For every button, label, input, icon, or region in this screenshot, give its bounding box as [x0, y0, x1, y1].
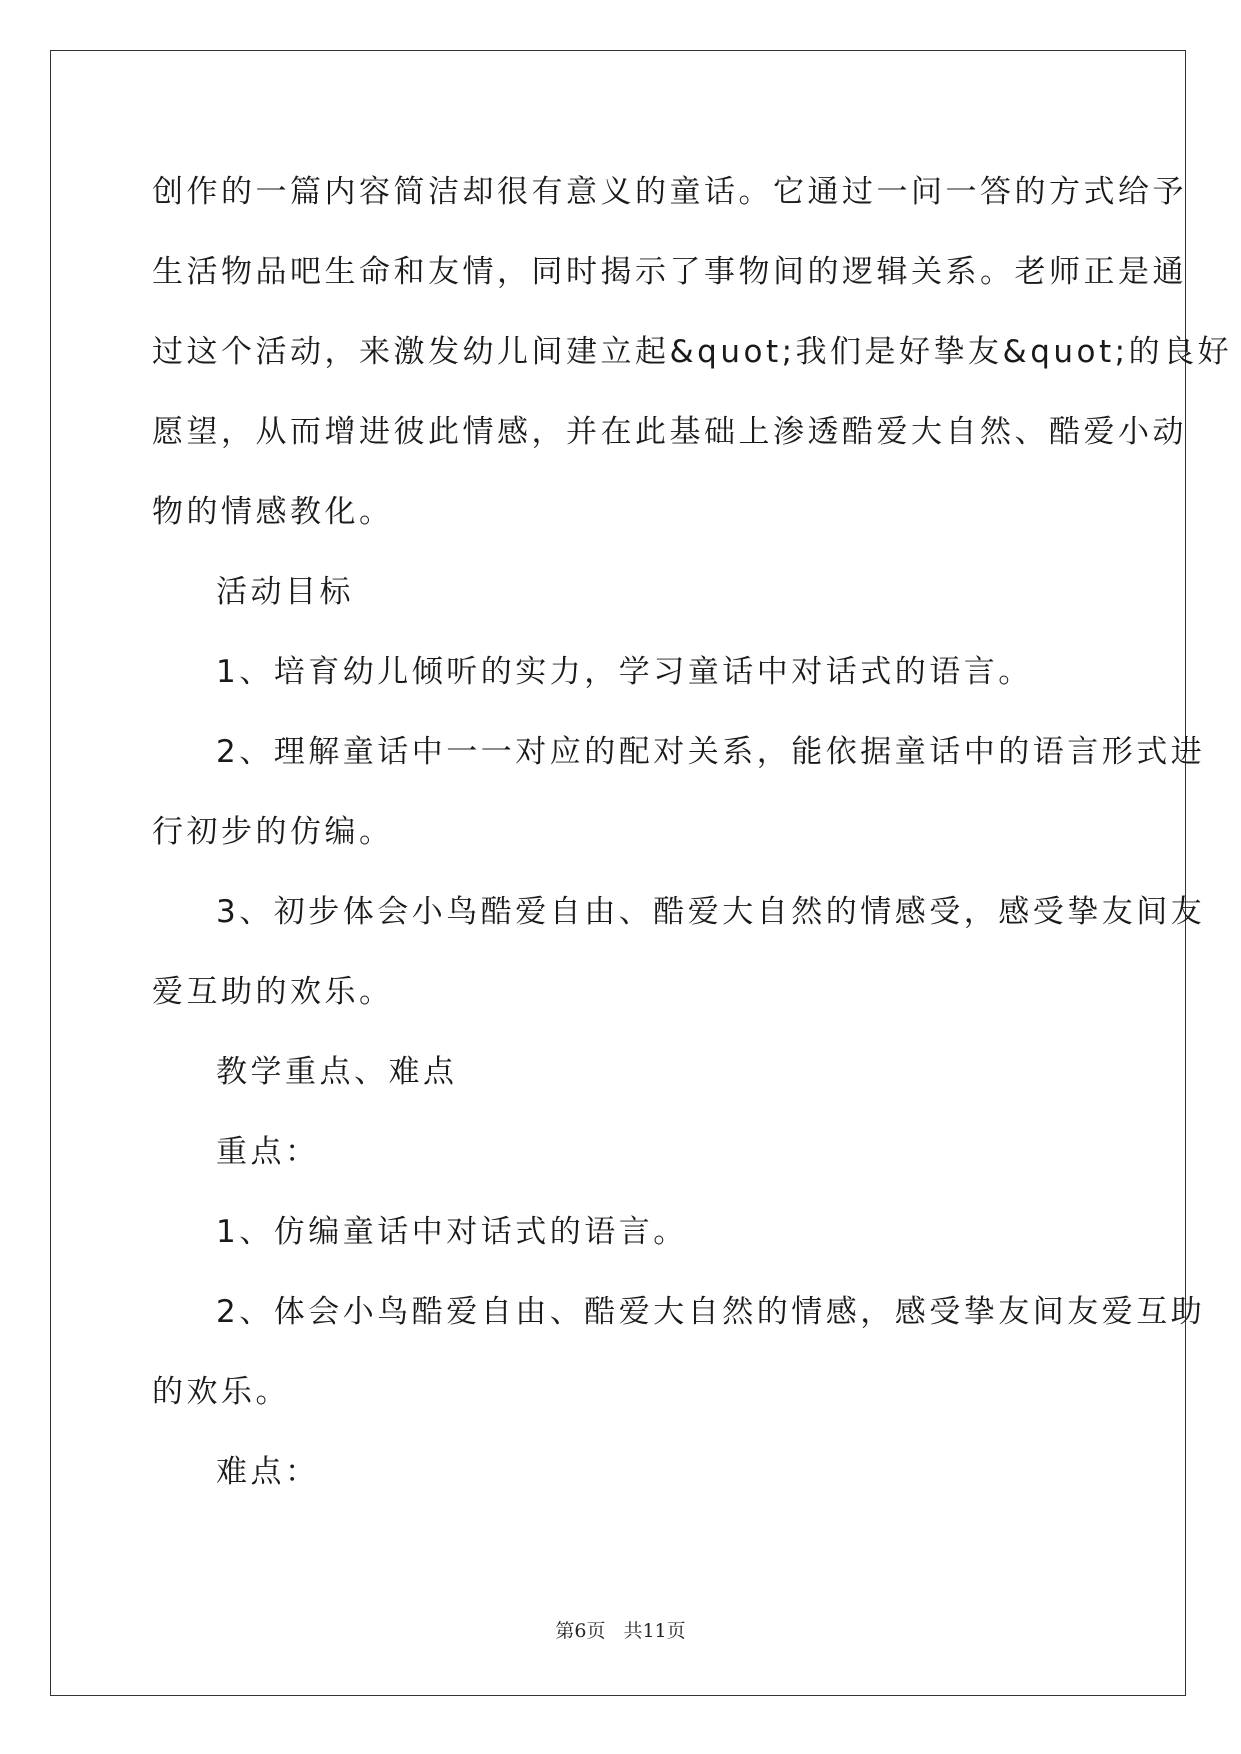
subsection-heading: 难点：	[216, 1454, 320, 1490]
page-number: 第6页	[555, 1620, 606, 1642]
page-footer	[0, 1616, 1241, 1643]
text-line: 行初步的仿编。	[152, 814, 394, 850]
section-heading: 活动目标	[216, 574, 354, 610]
text-line: 物的情感教化。	[152, 494, 394, 530]
text-line: 爱互助的欢乐。	[152, 974, 394, 1010]
section-heading: 教学重点、难点	[216, 1054, 458, 1090]
page-total: 共11页	[623, 1620, 686, 1642]
text-line: 2、理解童话中一一对应的配对关系，能依据童话中的语言形式进	[216, 734, 1206, 770]
text-line: 1、培育幼儿倾听的实力，学习童话中对话式的语言。	[216, 654, 1033, 690]
text-line: 的欢乐。	[152, 1374, 290, 1410]
text-line: 3、初步体会小鸟酷爱自由、酷爱大自然的情感受，感受挚友间友	[216, 894, 1206, 930]
document-body	[152, 152, 1233, 1512]
text-line: 1、仿编童话中对话式的语言。	[216, 1214, 688, 1250]
text-line: 过这个活动，来激发幼儿间建立起&quot;我们是好挚友&quot;的良好	[152, 334, 1233, 370]
text-line: 创作的一篇内容简洁却很有意义的童话。它通过一问一答的方式给予	[152, 174, 1187, 210]
text-line: 生活物品吧生命和友情，同时揭示了事物间的逻辑关系。老师正是通	[152, 254, 1187, 290]
text-line: 愿望，从而增进彼此情感，并在此基础上渗透酷爱大自然、酷爱小动	[152, 414, 1187, 450]
subsection-heading: 重点：	[216, 1134, 320, 1170]
text-line: 2、体会小鸟酷爱自由、酷爱大自然的情感，感受挚友间友爱互助	[216, 1294, 1206, 1330]
